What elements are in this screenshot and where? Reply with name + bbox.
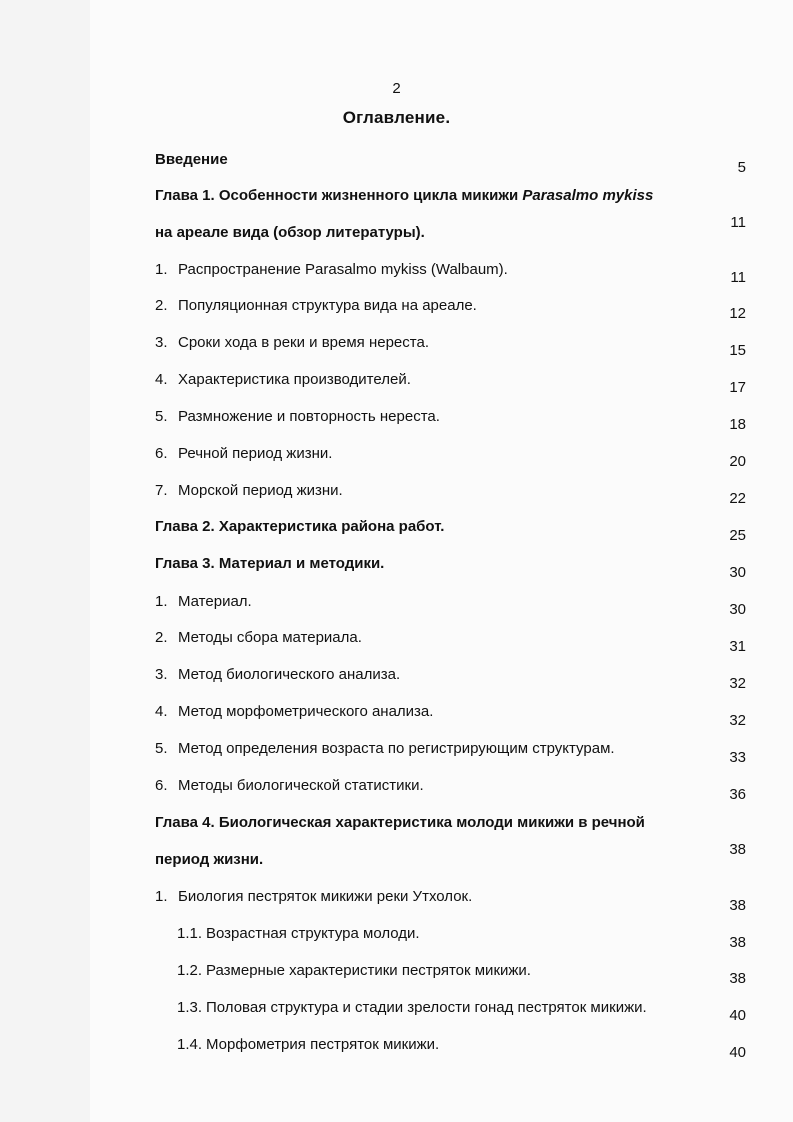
toc-ch1-item [155,297,477,315]
toc-ch3-item [155,777,424,795]
toc-ch1-item [155,261,508,279]
toc-subitem-number: 1.3. [177,999,203,1016]
toc-subitem-page: 40 [729,1044,746,1061]
toc-item-page: 32 [729,712,746,729]
toc-ch4-page: 38 [729,841,746,858]
toc-item-label: Методы биологической статистики. [178,777,424,794]
toc-item-label: Метод морфометрического анализа. [178,703,434,720]
toc-ch3-heading: Глава 3. Материал и методики. [155,555,385,572]
toc-item-page: 11 [730,269,746,286]
toc-subitem-number: 1.1. [177,925,203,942]
toc-item-label: Метод определения возраста по регистрирующим структурам. [178,740,615,757]
toc-item-number: 4. [155,371,168,388]
toc-item-number: 5. [155,408,168,425]
toc-intro-page: 5 [737,159,746,176]
toc-ch3-item [155,629,362,647]
toc-item-page: 20 [729,453,746,470]
toc-item-label: Распространение Parasalmo mykiss (Walbaum). [178,261,508,278]
toc-ch3-item [155,703,433,721]
toc-ch1-heading-species: Parasalmo mykiss [522,187,654,204]
toc-ch1-item [155,334,429,352]
toc-ch3-item [155,593,252,611]
toc-item-label: Биология пестряток микижи реки Утхолок. [178,888,473,905]
toc-item-page: 17 [729,379,746,396]
toc-subitem-label: Размерные характеристики пестряток микижи. [206,962,531,979]
toc-item-number: 6. [155,777,168,794]
toc-ch4-subitem [177,962,531,980]
toc-ch1-item [155,371,411,389]
toc-item-number: 1. [155,593,168,610]
toc-item-page: 22 [729,490,746,507]
toc-item-page: 12 [729,305,746,322]
toc-subitem-page: 38 [729,934,746,951]
toc-item-label: Речной период жизни. [178,445,333,462]
toc-ch1-heading-line2: на ареале вида (обзор литературы). [155,224,425,241]
toc-ch1-item [155,408,440,426]
toc-ch2-heading: Глава 2. Характеристика района работ. [155,518,445,535]
toc-item-label: Метод биологического анализа. [178,666,401,683]
toc-subitem-number: 1.2. [177,962,203,979]
toc-item-label: Популяционная структура вида на ареале. [178,297,477,314]
toc-item-page: 38 [729,897,746,914]
toc-ch3-item [155,666,400,684]
toc-item-number: 1. [155,261,168,278]
toc-item-page: 32 [729,675,746,692]
toc-item-number: 5. [155,740,168,757]
toc-subitem-page: 40 [729,1007,746,1024]
toc-item-label: Материал. [178,593,252,610]
toc-ch4-heading-line2: период жизни. [155,851,264,868]
toc-item-label: Размножение и повторность нереста. [178,408,440,425]
toc-item-number: 3. [155,334,168,351]
toc-subitem-number: 1.4. [177,1036,203,1053]
toc-item-number: 2. [155,629,168,646]
toc-item-number: 4. [155,703,168,720]
toc-item-page: 30 [729,601,746,618]
toc-ch1-item [155,445,332,463]
toc-item-number: 7. [155,482,168,499]
toc-item-number: 3. [155,666,168,683]
toc-subitem-label: Возрастная структура молоди. [206,925,420,942]
toc-item-page: 15 [729,342,746,359]
toc-ch4-heading-line1: Глава 4. Биологическая характеристика молоди микижи в речной [155,814,645,831]
toc-item-page: 33 [729,749,746,766]
toc-subitem-label: Морфометрия пестряток микижи. [206,1036,440,1053]
toc-ch3-page: 30 [729,564,746,581]
toc-item-number: 2. [155,297,168,314]
toc-subitem-page: 38 [729,970,746,987]
toc-ch1-heading-prefix: Глава 1. Особенности жизненного цикла микижи [155,187,523,204]
toc-item-label: Сроки хода в реки и время нереста. [178,334,429,351]
toc-item-page: 18 [729,416,746,433]
toc-item-label: Характеристика производителей. [178,371,411,388]
toc-ch4-subitem [177,1036,439,1054]
toc-ch1-heading-line1 [155,187,653,205]
toc-subitem-label: Половая структура и стадии зрелости гонад пестряток микижи. [206,999,647,1016]
toc-ch3-item [155,740,615,758]
toc-ch2-page: 25 [729,527,746,544]
toc-ch4-subitem [177,999,647,1017]
toc-ch4-subitem [177,925,420,943]
toc-item-page: 31 [729,638,746,655]
toc-item-label: Методы сбора материала. [178,629,362,646]
toc-ch1-item [155,482,343,500]
page-title: Оглавление. [342,108,451,127]
toc-ch4-item [155,888,472,906]
toc-item-number: 6. [155,445,168,462]
toc-item-page: 36 [729,786,746,803]
toc-item-number: 1. [155,888,168,905]
toc-item-label: Морской период жизни. [178,482,343,499]
toc-ch1-page: 11 [730,214,746,231]
page-number: 2 [392,80,401,97]
toc-intro-label: Введение [155,151,228,168]
